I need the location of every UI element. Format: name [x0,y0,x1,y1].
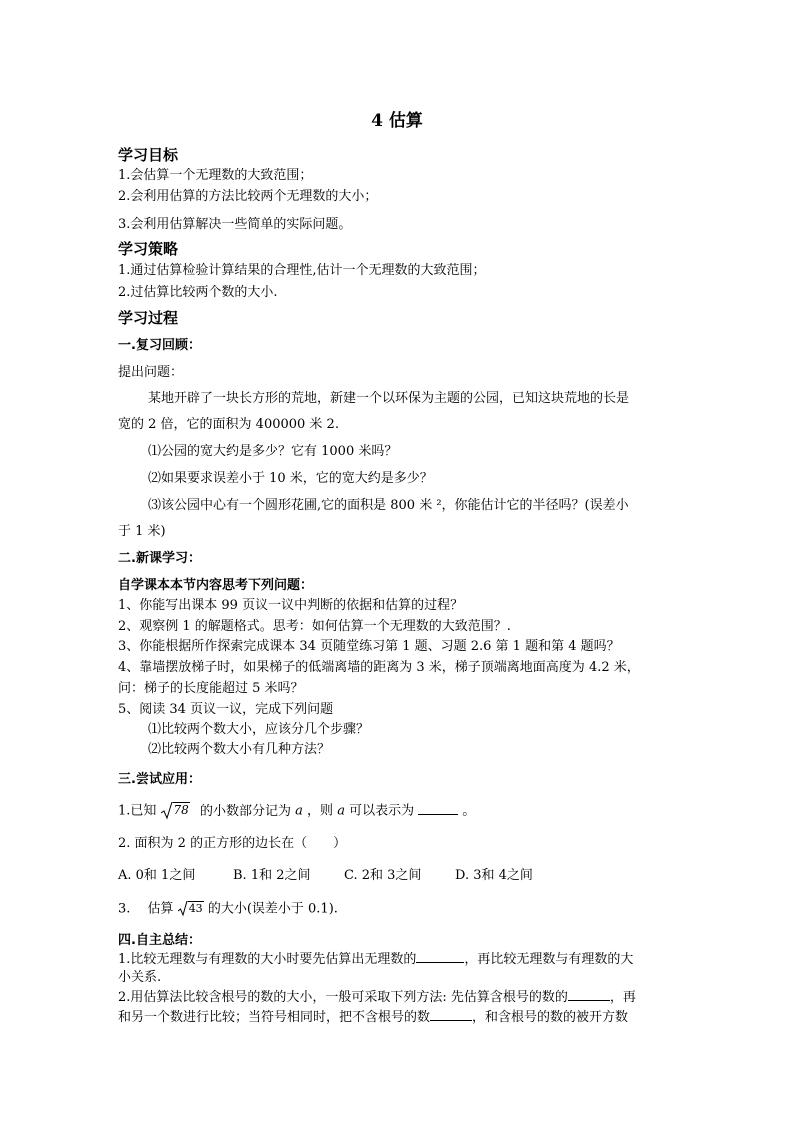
review-question-3-line2: 于 1 米) [118,524,166,539]
apply-q3-prefix: 3. 估算 [118,901,174,917]
review-paragraph-line2: 宽的 2 倍，它的面积为 400000 米 2. [118,417,339,432]
summary-1-line1 [118,950,633,969]
summary-2-line1 [118,988,636,1007]
sqrt-78-radicand: 78 [173,803,189,817]
strategy-item-1: 1.通过估算检验计算结果的合理性,估计一个无理数的大致范围； [118,263,486,278]
new-learning-item-1: 1、你能写出课本 99 页议一议中判断的依据和估算的过程？ [118,598,464,613]
radical-sign-icon [178,901,188,917]
apply-q1-prefix: 1.已知 [118,803,157,819]
new-learning-subheading: 自学课本本节内容思考下列问题： [118,578,314,593]
new-learning-item-2: 2、观察例 1 的解题格式。思考：如何估算一个无理数的大致范围？. [118,619,511,634]
summary-2-blank-1[interactable] [568,988,610,1001]
summary-2-text-d: ，和含根号的数的被开方数 [472,1010,629,1025]
goal-item-3: 3.会利用估算解决一些简单的实际问题。 [118,217,352,232]
sqrt-78 [161,801,190,821]
goals-heading: 学习目标 [118,146,179,164]
review-heading: 一.复习回顾： [118,338,201,353]
review-paragraph-line1: 某地开辟了一块长方形的荒地，新建一个以环保为主题的公园，已知这块荒地的长是 [148,391,630,406]
new-learning-heading: 二.新课学习： [118,551,201,566]
review-question-1: ⑴公园的宽大约是多少？它有 1000 米吗？ [148,444,398,459]
new-learning-item-3: 3、你能根据所作探索完成课本 34 页随堂练习第 1 题、习题 2.6 第 1 题和第 4 题吗？ [118,639,620,654]
apply-question-2: 2. 面积为 2 的正方形的边长在（ ） [118,836,347,851]
apply-q3-suffix: 的大小(误差小于 0.1). [207,901,338,917]
apply-question-3 [118,899,338,920]
review-question-3-line1: ⑶该公园中心有一个圆形花圃,它的面积是 800 米 ²，你能估计它的半径吗？(误差小 [148,498,629,513]
summary-2-line2 [118,1008,628,1027]
new-learning-item-5: 5、阅读 34 页议一议，完成下列问题 [118,702,334,717]
apply-heading: 三.尝试应用： [118,772,201,787]
summary-heading: 四.自主总结： [118,933,201,948]
page-title: 4 估算 [371,111,423,131]
option-b: B. 1和 2之间 [233,868,311,883]
strategy-item-2: 2.过估算比较两个数的大小. [118,285,278,300]
sqrt-43-radicand: 43 [188,902,203,915]
apply-q1-suffix: 可以表示为 [349,803,415,819]
apply-q1-mid2: ，则 [307,803,334,819]
summary-1-line2: 小关系. [118,970,162,985]
radical-sign-icon [161,802,173,820]
summary-2-text-c: 和另一个数进行比较；当符号相同时，把不含根号的数 [118,1010,431,1025]
strategy-heading: 学习策略 [118,240,179,258]
apply-q1-var-a2: a [337,803,345,819]
summary-2-text-b: ，再 [609,990,636,1005]
summary-1-text-b: ，再比较无理数与有理数的大 [464,952,634,967]
apply-q1-end: 。 [462,803,476,819]
process-heading: 学习过程 [118,309,179,327]
new-learning-item-5-sub1: ⑴比较两个数大小，应该分几个步骤？ [148,722,370,737]
option-d: D. 3和 4之间 [455,868,533,883]
new-learning-item-4-cont: 问：梯子的长度能超过 5 米吗？ [118,681,304,696]
new-learning-item-4: 4、靠墙摆放梯子时，如果梯子的低端离墙的距离为 3 米，梯子顶端离地面高度为 4.2 米， [118,660,640,675]
summary-2-text-a: 2.用估算法比较含根号的数的大小，一般可采取下列方法: 先估算含根号的数的 [118,990,568,1005]
goal-item-1: 1.会估算一个无理数的大致范围； [118,168,313,183]
summary-1-text-a: 1.比较无理数与有理数的大小时要先估算出无理数的 [118,952,417,967]
sqrt-43 [178,899,204,919]
summary-2-blank-2[interactable] [430,1008,472,1021]
apply-q1-answer-blank[interactable] [418,802,458,815]
review-intro: 提出问题： [118,365,184,380]
apply-q1-mid: 的小数部分记为 [199,803,291,819]
option-c: C. 2和 3之间 [344,868,422,883]
option-a: A. 0和 1之间 [118,868,196,883]
review-question-2: ⑵如果要求误差小于 10 米，它的宽大约是多少？ [148,471,433,486]
summary-1-blank[interactable] [416,950,464,963]
apply-q1-var-a: a [295,803,303,819]
new-learning-item-5-sub2: ⑵比较两个数大小有几种方法？ [148,742,331,757]
goal-item-2: 2.会利用估算的方法比较两个无理数的大小； [118,189,378,204]
apply-question-1 [118,801,475,822]
